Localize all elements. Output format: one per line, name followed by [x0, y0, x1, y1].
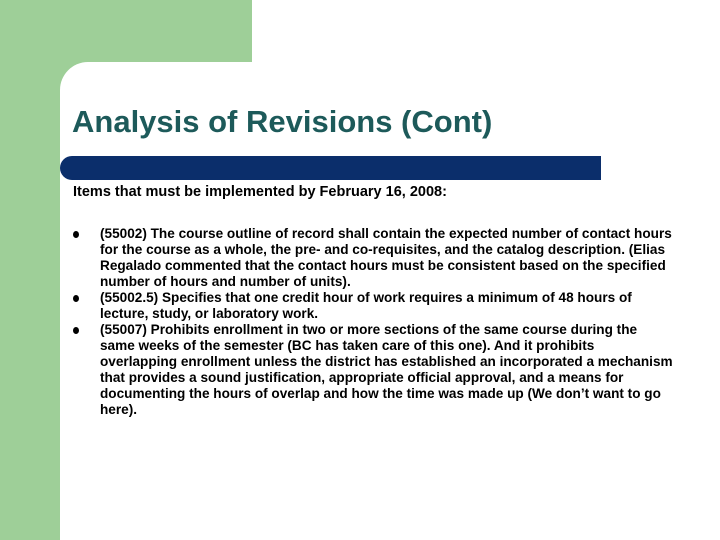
bullet-item	[73, 322, 673, 418]
bullet-dot-icon	[73, 295, 79, 302]
bullet-item	[73, 290, 673, 322]
title-divider-bar	[60, 156, 601, 180]
slide-title: Analysis of Revisions (Cont)	[72, 104, 493, 139]
bullet-list	[73, 226, 673, 418]
bullet-dot-icon	[73, 231, 79, 238]
bullet-text: (55007) Prohibits enrollment in two or more sections of the same course during the same weeks of the semester (BC has taken care of this one). And it prohibits overlapping enrollment unless the district has established an incorporated a mechanism that provides a sound justification, appropriate official approval, and a means for documenting the hours of overlap and how the time was made up (We don’t want to go here).	[100, 322, 673, 417]
green-left-strip	[0, 0, 60, 540]
bullet-item	[73, 226, 673, 290]
slide-subtitle: Items that must be implemented by February 16, 2008:	[73, 184, 447, 200]
bullet-dot-icon	[73, 327, 79, 334]
bullet-text: (55002) The course outline of record shall contain the expected number of contact hours for the course as a whole, the pre- and co-requisites, and the catalog description. (Elias Regalado commented that the contact hours must be consistent based on the specified number of hours and number of units).	[100, 226, 672, 289]
bullet-text: (55002.5) Specifies that one credit hour of work requires a minimum of 48 hours of lecture, study, or laboratory work.	[100, 290, 632, 321]
